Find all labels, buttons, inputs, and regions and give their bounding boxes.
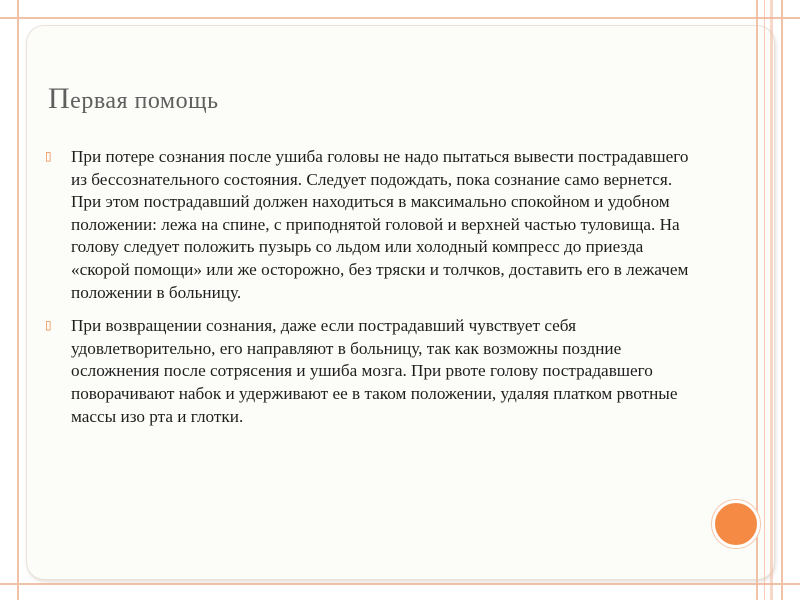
bullet-item <box>44 146 704 304</box>
bullet-item <box>44 315 704 428</box>
title-rest: ервая помощь <box>70 88 219 114</box>
frame-line-left <box>17 0 19 600</box>
bullet-text: При потере сознания после ушиба головы не надо пытаться вывести пострадавшего из бессознательного состояния. Следует подождать, пока сознание само вернется. При этом пострадавший должен находиться в максимально спокойном и удобном положении: лежа на спине, с приподнятой головой и верхней частью туловища. На голову следует положить пузырь со льдом или холодный компресс до приезда «скорой помощи» или же осторожно, без тряски и толчков, доставить его в лежачем положении в больницу. <box>71 147 689 302</box>
bullet-list <box>44 146 704 439</box>
bullet-icon: ▯ <box>45 149 52 163</box>
bullet-text: При возвращении сознания, даже если пострадавший чувствует себя удовлетворительно, его направляют в больницу, так как возможны поздние осложнения после сотрясения и ушиба мозга. При рвоте голову пострадавшего поворачивают набок и удерживают ее в таком положении, удаляя платком рвотные массы изо рта и глотки. <box>71 316 678 426</box>
bullet-icon: ▯ <box>45 318 52 333</box>
frame-line-right <box>781 0 783 600</box>
title-first-letter: П <box>48 82 71 115</box>
slide-title <box>48 82 219 116</box>
accent-line <box>764 0 765 600</box>
frame-line-top <box>0 17 800 19</box>
accent-line <box>756 0 758 600</box>
frame-line-bottom <box>0 583 800 585</box>
decorative-circle <box>712 500 760 548</box>
accent-line <box>770 0 773 600</box>
